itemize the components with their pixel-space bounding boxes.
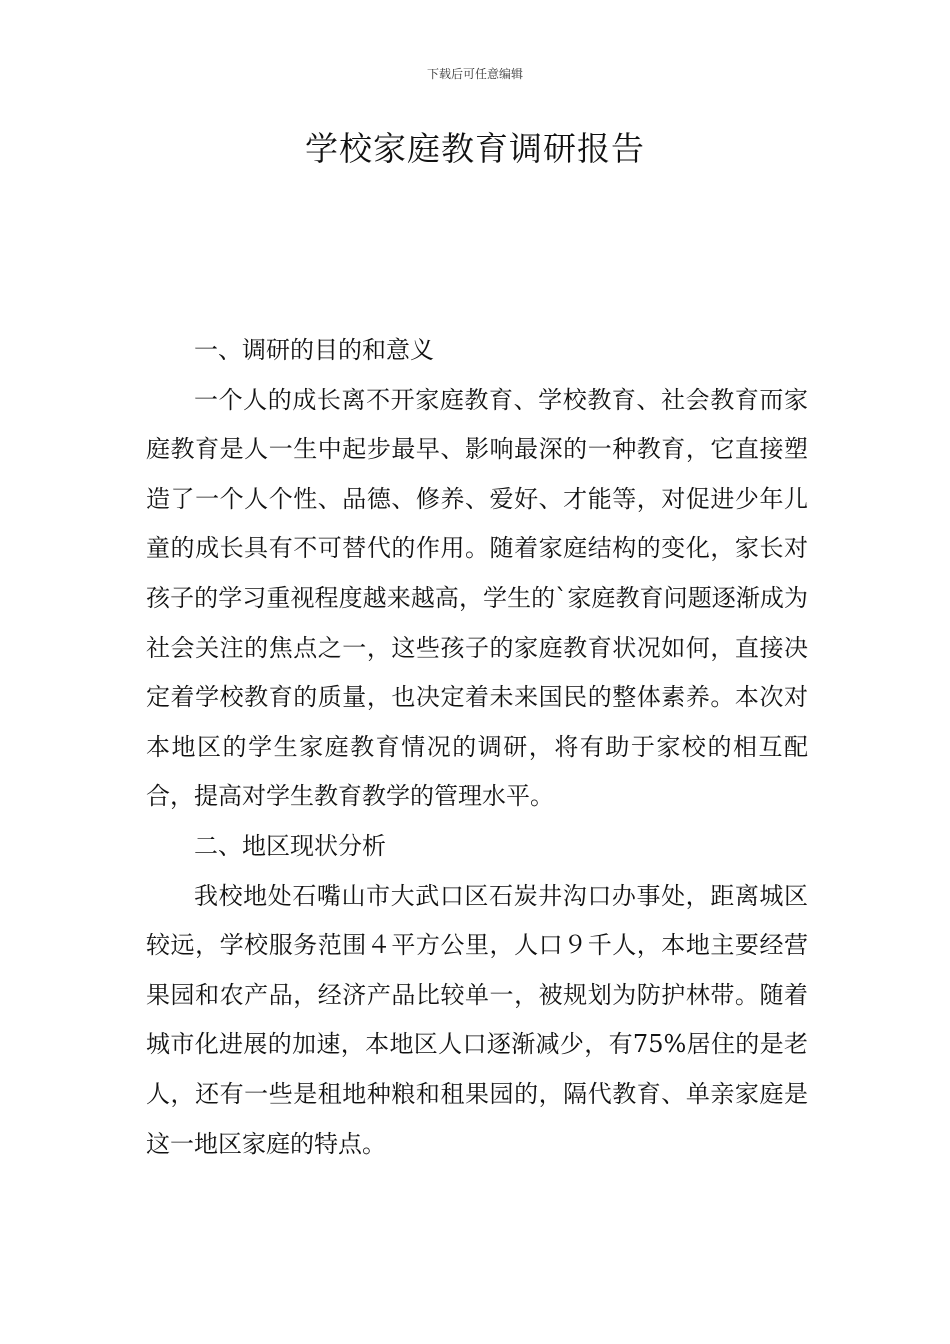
header-note: 下载后可任意编辑	[426, 67, 523, 81]
section-heading-purpose: 一、调研的目的和意义	[194, 336, 434, 364]
paragraph-status: 我校地处石嘴山市大武口区石炭井沟口办事处，距离城区较远，学校服务范围４平方公里，人口９千人，本地主要经营果园和农产品，经济产品比较单一，被规划为防护林带。随着城市化进展的加速，本地区人口逐渐减少，有75%居住的是老人，还有一些是租地种粮和租果园的，隔代教育、单亲家庭是这一地区家庭的特点。	[146, 881, 808, 1158]
document-title: 学校家庭教育调研报告	[305, 129, 645, 168]
paragraph-purpose: 一个人的成长离不开家庭教育、学校教育、社会教育而家庭教育是人一生中起步最早、影响最深的一种教育，它直接塑造了一个人个性、品德、修养、爱好、才能等，对促进少年儿童的成长具有不可替代的作用。随着家庭结构的变化，家长对孩子的学习重视程度越来越高，学生的`家庭教育问题逐渐成为社会关注的焦点之一，这些孩子的家庭教育状况如何，直接决定着学校教育的质量，也决定着未来国民的整体素养。本次对本地区的学生家庭教育情况的调研，将有助于家校的相互配合，提高对学生教育教学的管理水平。	[146, 385, 808, 811]
section-heading-status: 二、地区现状分析	[194, 831, 386, 860]
document-body	[146, 326, 808, 1169]
